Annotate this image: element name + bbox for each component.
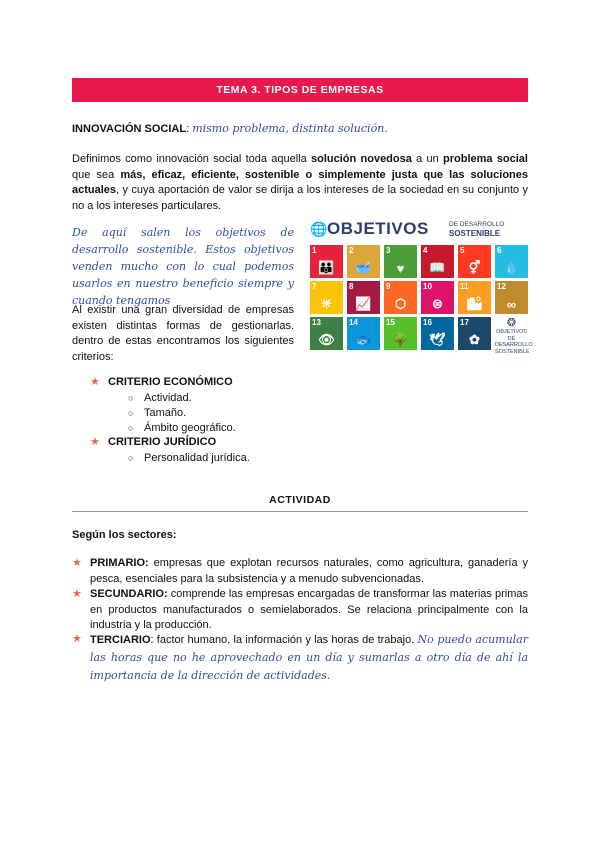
criteria-item-juridico [90,435,216,451]
sdg-goal-number: 9 [386,282,391,291]
sector-primario [72,556,528,587]
criteria-sub-item-label: Tamaño. [144,407,187,419]
star-bullet-icon: ★ [72,633,82,645]
sdg-goal-icon: 📈 [355,296,372,311]
sdg-goal-tile [310,317,343,350]
sdg-closing-tile [495,317,533,355]
sdg-goal-icon: 💧 [503,260,520,275]
sdg-goal-number: 8 [349,282,354,291]
sdg-goal-number: 7 [312,282,317,291]
circle-bullet-icon: ○ [128,408,134,418]
sdg-goal-icon: 👁 [318,332,335,347]
sdg-graphic [310,219,533,355]
sector-terciario [72,631,529,685]
definition-text-3: que sea [72,168,121,181]
sdg-goal-tile [458,245,491,278]
sdg-closing-3: SOSTENIBLE [495,348,530,355]
sdg-goal-number: 14 [349,318,358,327]
criteria-item-economico [90,375,233,391]
intro-line [72,121,528,138]
sdg-goal-tile [310,245,343,278]
sdg-goal-tile [347,245,380,278]
sdg-goal-number: 17 [460,318,469,327]
star-bullet-icon: ★ [72,588,82,600]
sdg-goal-icon: ✿ [469,332,480,347]
sdg-goal-icon: ∞ [506,297,517,312]
criteria-sub-item [128,406,186,422]
star-bullet-icon: ★ [90,376,100,388]
criteria-sub-item [128,391,192,407]
criteria-intro-paragraph: Al existir una gran diversidad de empresas existen distintas formas de gestionarlas. dentro de estas encontramos los siguientes criterios: [72,304,294,363]
sdg-goal-icon: 🥣 [355,260,372,275]
sdg-goal-icon: ⬡ [394,296,407,311]
sdg-goal-icon: 📖 [429,260,446,275]
sdg-goal-icon: ☀ [320,296,333,311]
sector-secundario [72,587,528,634]
activity-heading: ACTIVIDAD [269,494,331,506]
page-title-banner: TEMA 3. TIPOS DE EMPRESAS [72,78,528,102]
intro-colon: : [186,123,190,135]
criteria-sub-item-label: Personalidad jurídica. [144,452,250,464]
sdg-goal-icon: ⚥ [468,260,481,275]
sdg-goal-tile [458,281,491,314]
sdg-goal-tile [347,281,380,314]
sdg-goal-icon: 👪 [318,260,335,275]
sdg-title: OBJETIVOS [327,219,429,238]
terciario-text: : factor humano, la información y las horas de trabajo. [150,634,418,646]
primario-text: empresas que explotan recursos naturales, como agricultura, ganadería y pesca, esenciales para la subsistencia y a menudo subvencionadas. [90,557,528,585]
sdg-goal-number: 15 [386,318,395,327]
sdg-goal-number: 3 [386,246,391,255]
definition-text-2: a un [411,153,444,165]
un-emblem-icon: 🌐 [310,221,328,237]
definition-text-4: , y cuya aportación de valor se dirija a los intereses de la sociedad en su conjunto y no a los intereses particulares. [72,184,528,212]
sdg-goal-tile [384,317,417,350]
circle-bullet-icon: ○ [128,453,134,463]
primario-label: PRIMARIO: [90,557,149,569]
sdg-goal-tile [347,317,380,350]
sdg-closing-2: DE DESARROLLO [495,335,533,348]
sdg-goal-number: 2 [349,246,354,255]
sdg-goal-tile [458,317,491,350]
sdg-goal-tile [384,281,417,314]
sdg-goal-tile [310,281,343,314]
circle-bullet-icon: ○ [128,393,134,403]
sdg-goal-icon: 🌳 [392,332,409,347]
sdg-goal-number: 5 [460,246,465,255]
sdg-header [310,220,528,238]
secundario-text: comprende las empresas encargadas de transformar las materias primas en productos manufacturados o semielaborados. Se relaciona principalmente con la industria y la producción. [90,588,528,631]
criteria-sub-item-label: Actividad. [144,392,192,404]
sdg-goal-tile [421,317,454,350]
terciario-handwritten-note: No puedo acumular las horas que no he aprovechado en un día y sumarlas a otro día de ahí la importancia de la dirección de actividades. [90,633,529,682]
criteria-juridico-label: CRITERIO JURÍDICO [108,436,217,448]
sdg-goal-tile [495,281,528,314]
definition-bold-3: más, eficaz, eficiente, sostenible o simplemente justa que las soluciones actuales [72,168,529,196]
definition-paragraph [72,152,528,214]
secundario-label: SECUNDARIO: [90,588,168,600]
sdg-goal-icon: 🕊 [429,332,446,347]
sdg-goal-tile [384,245,417,278]
star-bullet-icon: ★ [72,557,82,569]
criteria-sub-item [128,451,250,467]
terciario-label: TERCIARIO [90,634,151,646]
sdg-wheel-icon: ❂ [506,317,517,329]
sdg-goal-icon: 🏙 [466,296,483,311]
sdg-subtitle-2: SOSTENIBLE [449,229,501,238]
sdg-goal-number: 16 [423,318,432,327]
sdg-subtitle-1: DE DESARROLLO [449,221,505,228]
sdg-goal-tile [495,245,528,278]
sdg-goal-number: 6 [497,246,502,255]
sdg-goal-icon: 🐟 [355,332,372,347]
star-bullet-icon: ★ [90,436,100,448]
definition-bold-2: problema social [443,153,528,165]
circle-bullet-icon: ○ [128,423,134,433]
definition-bold-1: solución novedosa [311,153,412,165]
sdg-goal-number: 4 [423,246,428,255]
intro-note: mismo problema, distinta solución. [192,122,388,135]
sdg-goal-number: 11 [460,282,469,291]
sdg-goal-icon: ♥ [396,261,405,276]
intro-label: INNOVACIÓN SOCIAL [72,123,187,135]
sdg-goal-tile [421,245,454,278]
criteria-sub-item-label: Ámbito geográfico. [144,422,236,434]
sdg-goal-number: 13 [312,318,321,327]
sdg-goal-number: 10 [423,282,432,291]
sdg-goal-number: 1 [312,246,317,255]
criteria-economico-label: CRITERIO ECONÓMICO [108,376,233,388]
sdg-closing-1: OBJETIVOS [496,329,527,335]
section-divider [72,511,528,512]
sdg-goal-tile [421,281,454,314]
handwritten-note-sdg: De aquí salen los objetivos de desarrollo sostenible. Estos objetivos venden mucho con lo cual podemos usarlos en nuestro beneficio siempre y cuando tengamos [72,226,294,307]
definition-text-1: Definimos como innovación social toda aquella [72,153,312,165]
sectors-label: Según los sectores: [72,529,177,541]
sdg-goal-icon: ⊜ [432,296,443,311]
sdg-goal-number: 12 [497,282,506,291]
